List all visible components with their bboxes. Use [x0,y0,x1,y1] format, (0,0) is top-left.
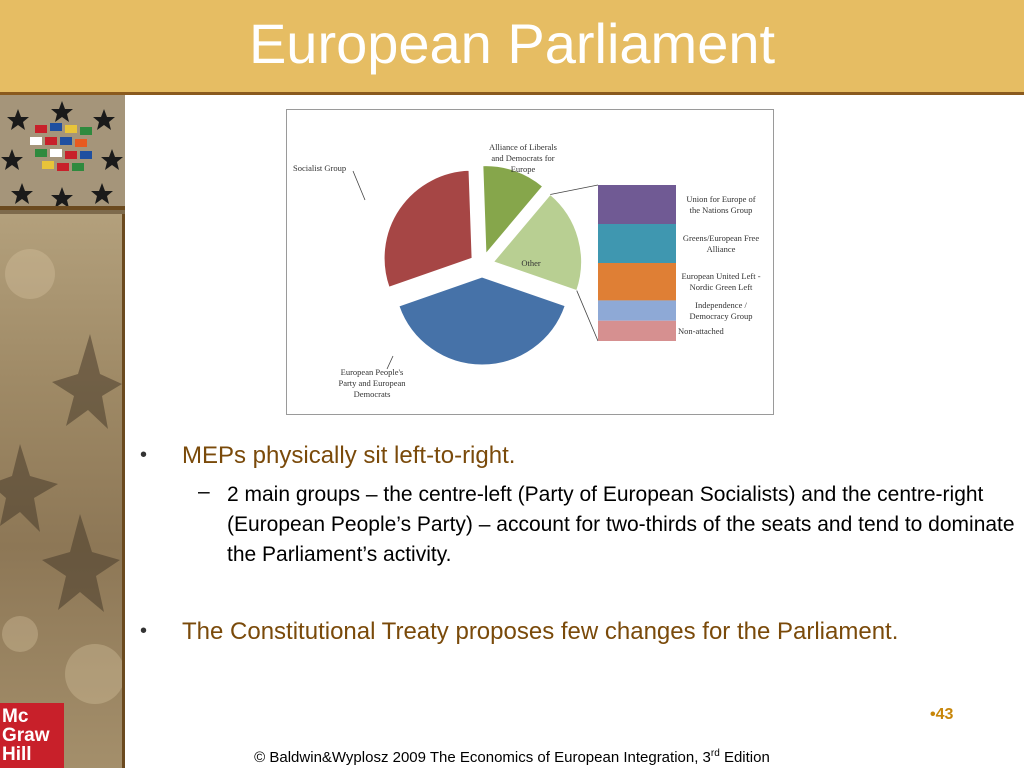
svg-text:Mc: Mc [2,706,29,727]
label-alde: Alliance of Liberals and Democrats for Europe [489,142,557,174]
dash-glyph: – [198,480,210,503]
eu-flags-image [0,95,125,210]
svg-text:Hill: Hill [2,744,32,765]
footer-tail: Edition [719,749,770,766]
party-seats-chart [286,109,774,415]
bullet-text: MEPs physically sit left-to-right. [182,442,516,469]
footer-text: © Baldwin&Wyplosz 2009 The Economics of European Integration, 3 [254,749,711,766]
slice-epp [399,277,565,365]
label-other: Other [521,258,541,268]
leader-socialist [353,171,365,200]
breakdown-segment [598,300,676,320]
bullet-glyph: • [140,444,148,466]
breakdown-segment [598,263,676,300]
title-bar [0,0,1024,95]
slide-title: European Parliament [248,12,776,75]
svg-text:Graw: Graw [2,725,50,746]
breakdown-label: Independence / Democracy Group [689,300,753,322]
slice-socialist [384,170,472,287]
connector-bottom [577,291,598,341]
breakdown-label: European United Left -Nordic Green Left [681,271,761,293]
label-epp: European People's Party and European Democrats [338,367,406,399]
bullet-text: The Constitutional Treaty proposes few changes for the Parliament. [182,618,899,645]
eu-flags-illustration [0,95,125,206]
breakdown-segment [598,224,676,263]
breakdown-label: Union for Europe of the Nations Group [686,194,756,215]
pie-chart-svg [287,110,773,414]
label-socialist: Socialist Group [293,163,347,173]
breakdown-label: Greens/European Free Alliance [682,233,760,254]
starfish-illustration [0,214,122,768]
sub-bullet-text: 2 main groups – the centre-left (Party of European Socialists) and the centre-right (European People’s Party) – account for two-thirds of the seats and tend to dominate the Parliament’s activity. [227,483,1015,566]
footer-superscript: rd [710,748,720,759]
sand-starfish-image [0,214,125,768]
breakdown-segment [598,321,676,341]
bullet-glyph: • [140,620,148,642]
connector-top [550,185,598,195]
page-number: •43 [930,706,954,723]
copyright-footer [0,748,1024,766]
breakdown-segment [598,185,676,224]
breakdown-label: Non-attached [678,325,724,336]
